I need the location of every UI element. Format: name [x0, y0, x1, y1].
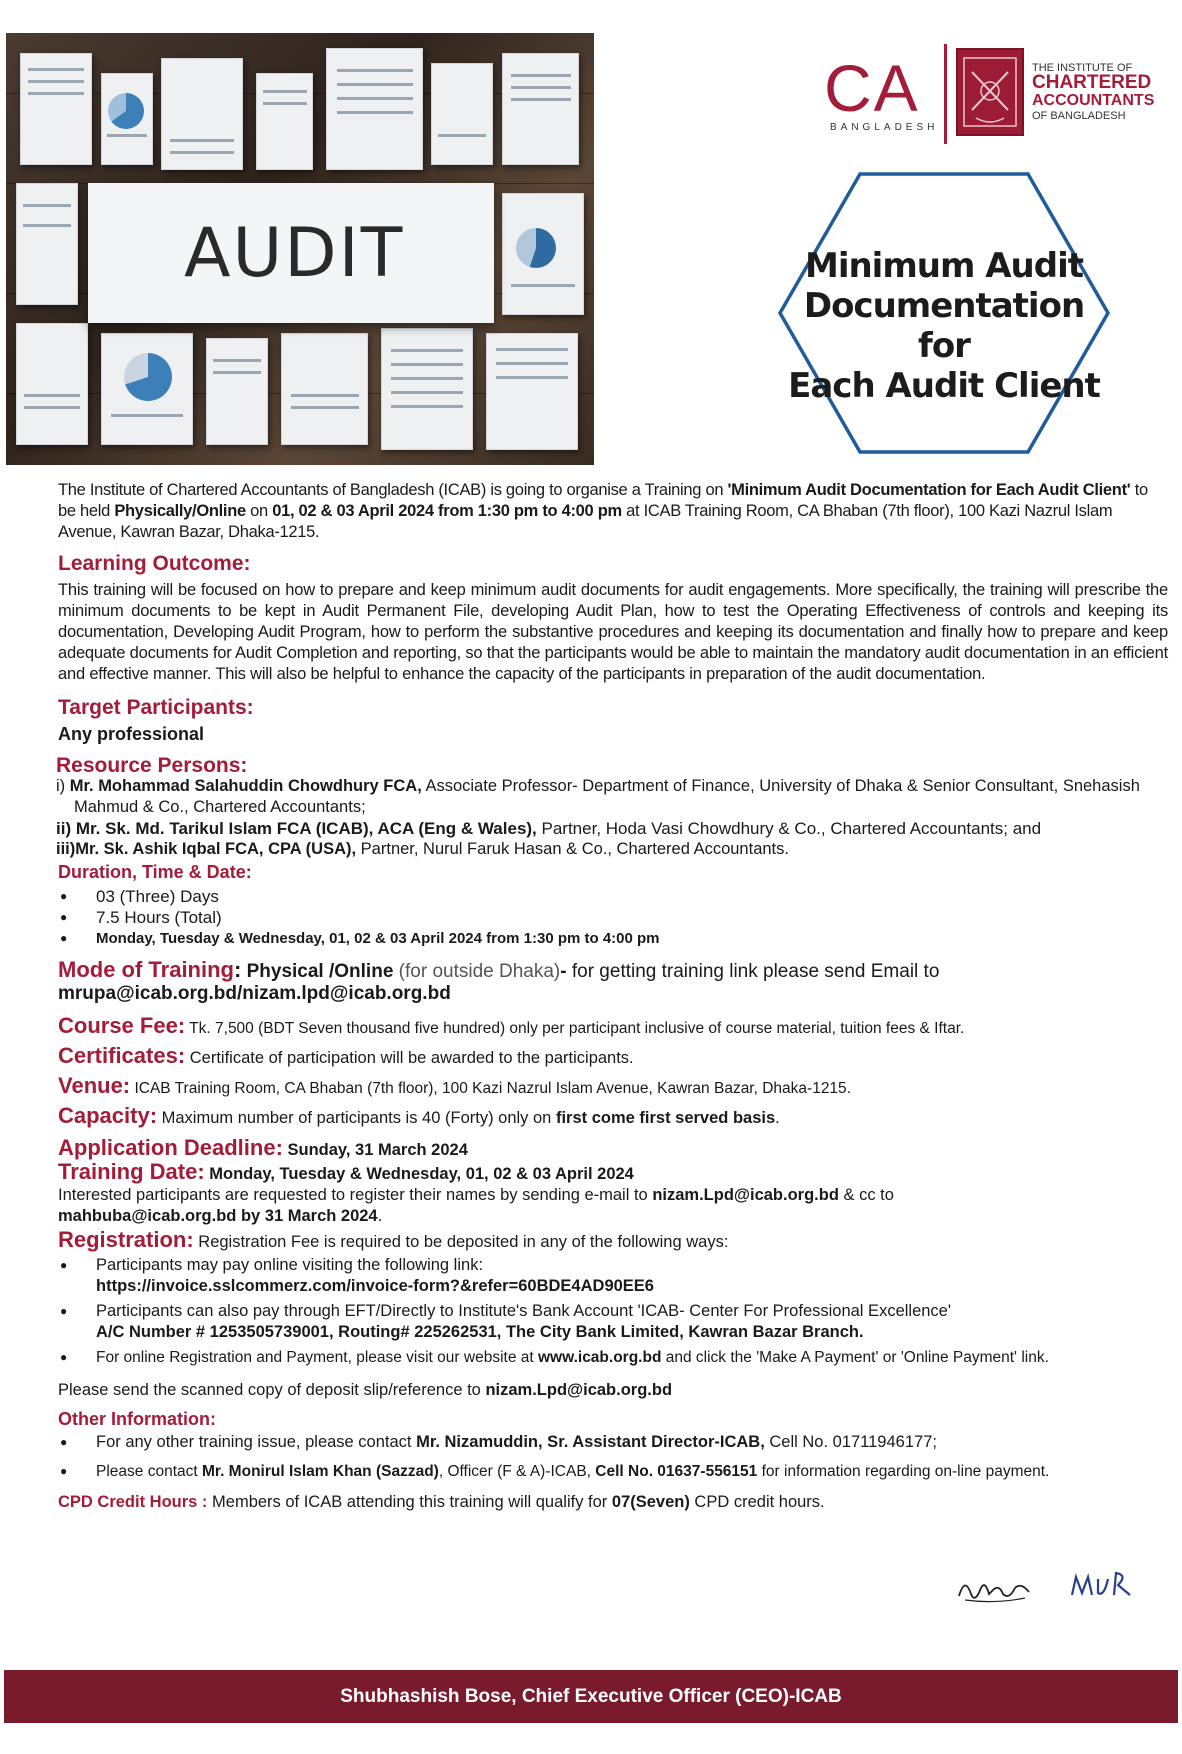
other-item: ● Please contact Mr. Monirul Islam Khan (Sazzad), Officer (F & A)-ICAB, Cell No. 01637-556151 for information regarding on-line payment.	[58, 1461, 1168, 1482]
icab-logo	[818, 40, 1174, 150]
duration-item: ● Monday, Tuesday & Wednesday, 01, 02 & 03 April 2024 from 1:30 pm to 4:00 pm	[58, 928, 1168, 949]
seal-icon	[956, 48, 1024, 136]
logo-line3: ACCOUNTANTS	[1032, 92, 1155, 109]
logo-line4: OF BANGLADESH	[1032, 110, 1126, 122]
logo-line2: CHARTERED	[1032, 72, 1152, 93]
cpd-credit: CPD Credit Hours : Members of ICAB attending this training will qualify for 07(Seven) CPD credit hours.	[58, 1493, 825, 1511]
other-item: ● For any other training issue, please contact Mr. Nizamuddin, Sr. Assistant Director-ICAB, Cell No. 01711946177;	[58, 1432, 1168, 1453]
course-fee: Course Fee: Tk. 7,500 (BDT Seven thousand five hundred) only per participant inclusive of course material, tuition fees & Iftar.	[58, 1013, 965, 1038]
footer-text: Shubhashish Bose, Chief Executive Officer (CEO)-ICAB	[340, 1686, 842, 1707]
training-date: Training Date: Monday, Tuesday & Wednesday, 01, 02 & 03 April 2024	[58, 1159, 634, 1184]
duration-heading: Duration, Time & Date:	[58, 862, 252, 882]
registration-list	[58, 1255, 1168, 1368]
application-deadline: Application Deadline: Sunday, 31 March 2024	[58, 1135, 468, 1160]
scan-note: Please send the scanned copy of deposit slip/reference to nizam.Lpd@icab.org.bd	[58, 1381, 673, 1399]
resource-person-2: ii) Mr. Sk. Md. Tarikul Islam FCA (ICAB), ACA (Eng & Wales), Partner, Hoda Vasi Chowdhury & Co., Chartered Accountants; and	[56, 819, 1042, 838]
resource-person-1: i) Mr. Mohammad Salahuddin Chowdhury FCA, Associate Professor- Department of Finance, University of Dhaka & Senior Consultant, Snehasish Mahmud & Co., Chartered Accountants;	[56, 777, 1140, 816]
certificates: Certificates: Certificate of participation will be awarded to the participants.	[58, 1043, 634, 1068]
registration-item: ● Participants may pay online visiting the following link: https://invoice.sslcommerz.com/invoice-form?&refer=60BDE4AD90EE6	[58, 1255, 1168, 1297]
hex-title-line3: Each Audit Client	[788, 366, 1100, 406]
intro-paragraph: The Institute of Chartered Accountants of Bangladesh (ICAB) is going to organise a Training on 'Minimum Audit Documentation for Each Audit Client' to be held Physically/Online on 01, 02 & 03 April 2024 from 1:30 pm to 4:00 pm at ICAB Training Room, CA Bhaban (7th floor), 100 Kazi Nazrul Islam Avenue, Kawran Bazar, Dhaka-1215.	[58, 481, 1148, 541]
interest-note: Interested participants are requested to register their names by sending e-mail to nizam.Lpd@icab.org.bd & cc to mahbuba@icab.org.bd by 31 March 2024.	[58, 1186, 894, 1225]
duration-item: ● 03 (Three) Days	[58, 886, 1168, 907]
payment-link[interactable]: https://invoice.sslcommerz.com/invoice-form?&refer=60BDE4AD90EE6	[96, 1277, 654, 1295]
resource-person-3: iii)Mr. Sk. Ashik Iqbal FCA, CPA (USA), Partner, Nurul Faruk Hasan & Co., Chartered Accountants.	[56, 840, 789, 858]
registration-item: ● Participants can also pay through EFT/Directly to Institute's Bank Account 'ICAB- Center For Professional Excellence' A/C Number # 1253505739001, Routing# 225262531, The City Bank Limited, Kawran Bazar Branch.	[58, 1301, 1168, 1343]
learning-body: This training will be focused on how to prepare and keep minimum audit documents for audit engagements. More specifically, the training will prescribe the minimum documents to be kept in Audit Permanent File, developing Audit Plan, how to test the Operating Effectiveness of controls and keeping its documentation, Developing Audit Program, how to perform the substantive procedures and keeping its documentation and finally how to prepare and keep adequate documents for Audit Completion and reporting, so that the participants would be able to maintain the mandatory audit documentation in an efficient and effective manner. This will also be helpful to enhance the capacity of the participants in preparation of the audit documentation.	[58, 581, 1168, 683]
logo-country: BANGLADESH	[830, 122, 939, 133]
registration-item: ● For online Registration and Payment, please visit our website at www.icab.org.bd and click the 'Make A Payment' or 'Online Payment' link.	[58, 1347, 1168, 1368]
hex-title-line1: Minimum Audit	[804, 246, 1083, 286]
footer-bar	[4, 1670, 1178, 1723]
signature-ceo	[955, 1570, 1035, 1610]
audit-word: AUDIT	[184, 213, 405, 293]
capacity: Capacity: Maximum number of participants is 40 (Forty) only on first come first served basis.	[58, 1103, 780, 1128]
logo-line1: THE INSTITUTE OF	[1032, 62, 1133, 74]
learning-heading: Learning Outcome:	[58, 552, 251, 575]
logo-ca: CA	[824, 51, 920, 125]
venue: Venue: ICAB Training Room, CA Bhaban (7th floor), 100 Kazi Nazrul Islam Avenue, Kawran Bazar, Dhaka-1215.	[58, 1073, 851, 1098]
main-content	[58, 480, 1168, 1513]
target-heading: Target Participants:	[58, 696, 254, 719]
hero-image	[6, 33, 594, 465]
other-heading: Other Information:	[58, 1409, 216, 1429]
mode-of-training: Mode of Training: Physical /Online (for outside Dhaka)- for getting training link please send Email to mrupa@icab.org.bd/nizam.lpd@icab.org.bd	[58, 957, 940, 1004]
registration: Registration: Registration Fee is required to be deposited in any of the following ways:	[58, 1227, 729, 1252]
hex-title-line2: Documentation for	[803, 286, 1085, 366]
duration-list	[58, 886, 1168, 949]
resource-heading: Resource Persons:	[56, 754, 248, 777]
audit-card	[88, 183, 494, 323]
website-link[interactable]: www.icab.org.bd	[537, 1349, 662, 1366]
other-list	[58, 1432, 1168, 1482]
resource-list	[56, 776, 1168, 860]
target-value: Any professional	[58, 724, 205, 744]
title-hexagon	[776, 168, 1112, 458]
signature-initials	[1068, 1565, 1138, 1605]
duration-item: ● 7.5 Hours (Total)	[58, 907, 1168, 928]
